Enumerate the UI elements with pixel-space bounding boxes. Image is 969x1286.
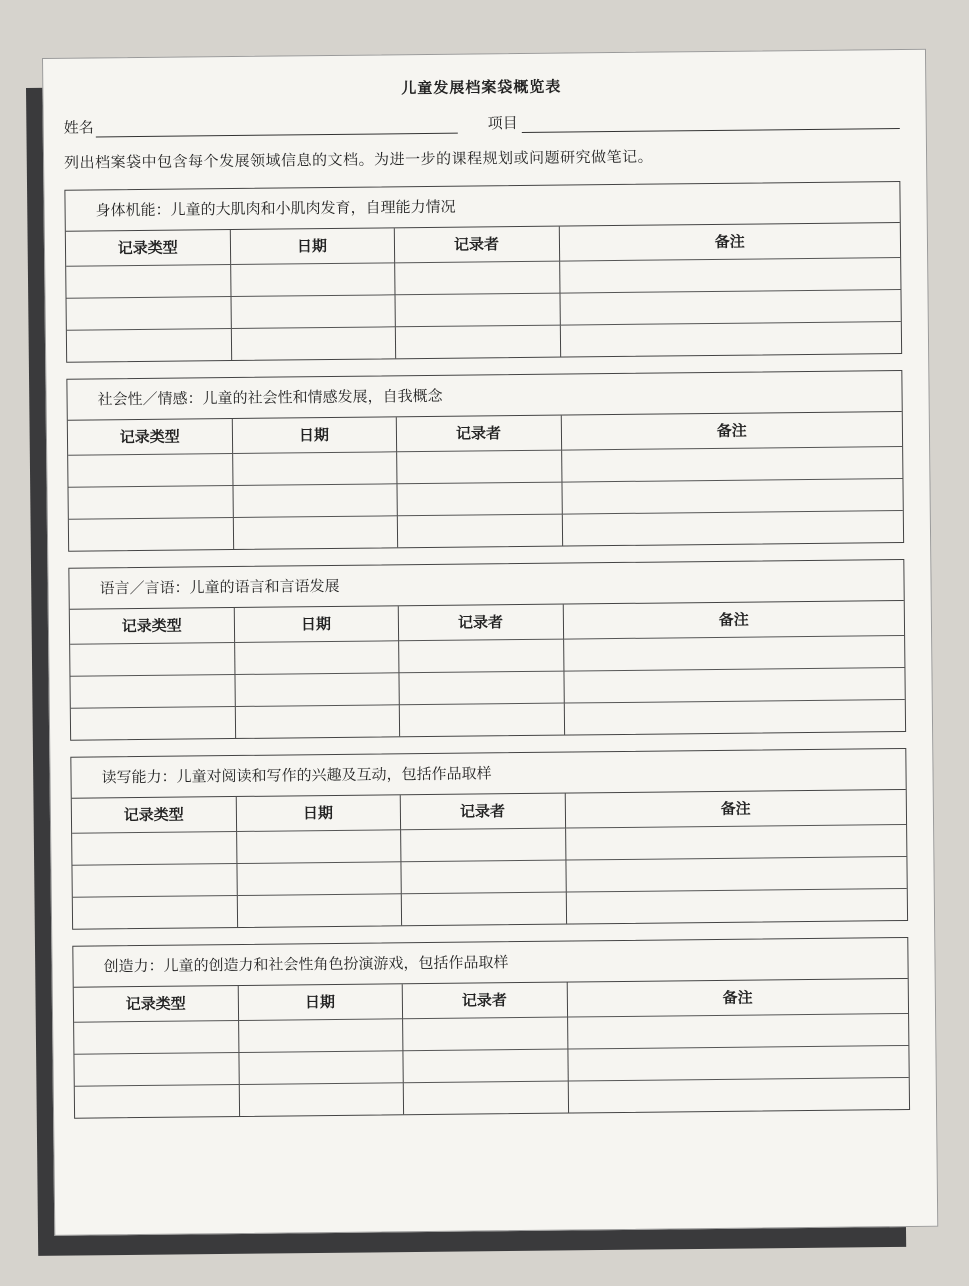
section-title: 读写能力：儿童对阅读和写作的兴趣及互动，包括作品取样 <box>71 749 905 799</box>
cell-date[interactable] <box>232 483 396 517</box>
cell-recorder[interactable] <box>396 482 561 516</box>
cell-record-type[interactable] <box>72 863 236 897</box>
cell-date[interactable] <box>234 672 398 706</box>
cell-notes[interactable] <box>565 856 906 892</box>
info-row <box>64 103 900 138</box>
cell-record-type[interactable] <box>69 517 233 551</box>
record-table <box>70 601 905 740</box>
cell-date[interactable] <box>239 1082 403 1116</box>
cell-notes[interactable] <box>564 699 905 735</box>
cell-notes[interactable] <box>561 446 902 482</box>
header-record-type: 记录类型 <box>70 608 234 644</box>
cell-record-type[interactable] <box>75 1084 239 1118</box>
cell-record-type[interactable] <box>70 642 234 676</box>
cell-recorder[interactable] <box>394 261 559 295</box>
project-label: 项目 <box>487 114 518 133</box>
cell-date[interactable] <box>236 829 400 863</box>
cell-record-type[interactable] <box>74 1052 238 1086</box>
record-table <box>72 790 907 929</box>
section-title: 社会性／情感：儿童的社会性和情感发展，自我概念 <box>67 371 901 421</box>
header-record-type: 记录类型 <box>72 797 236 833</box>
cell-date[interactable] <box>234 640 398 674</box>
project-field[interactable] <box>522 112 900 133</box>
cell-notes[interactable] <box>561 478 902 514</box>
section-language <box>68 559 906 741</box>
cell-record-type[interactable] <box>70 674 234 708</box>
cell-date[interactable] <box>237 893 401 927</box>
header-date: 日期 <box>230 228 394 264</box>
header-notes: 备注 <box>559 223 900 261</box>
cell-notes[interactable] <box>566 888 907 924</box>
cell-notes[interactable] <box>559 289 900 325</box>
cell-recorder[interactable] <box>400 860 565 894</box>
cell-recorder[interactable] <box>399 703 564 737</box>
cell-record-type[interactable] <box>68 453 232 487</box>
cell-recorder[interactable] <box>402 1017 567 1051</box>
cell-notes[interactable] <box>559 257 900 293</box>
cell-recorder[interactable] <box>397 514 562 548</box>
cell-date[interactable] <box>230 262 394 296</box>
cell-record-type[interactable] <box>67 328 231 362</box>
header-record-type: 记录类型 <box>74 986 238 1022</box>
header-notes: 备注 <box>565 790 906 828</box>
section-social-emotional <box>66 370 904 552</box>
instructions-text: 列出档案袋中包含每个发展领域信息的文档。为进一步的课程规划或问题研究做笔记。 <box>64 147 654 172</box>
cell-notes[interactable] <box>568 1077 909 1113</box>
form-sheet <box>42 49 938 1236</box>
cell-record-type[interactable] <box>71 706 235 740</box>
header-recorder: 记录者 <box>396 416 561 452</box>
name-field[interactable] <box>96 117 458 138</box>
cell-record-type[interactable] <box>74 1020 238 1054</box>
header-notes: 备注 <box>567 979 908 1017</box>
record-table <box>68 412 903 551</box>
header-recorder: 记录者 <box>402 983 567 1019</box>
cell-recorder[interactable] <box>402 1049 567 1083</box>
cell-recorder[interactable] <box>395 325 560 359</box>
cell-recorder[interactable] <box>396 450 561 484</box>
cell-notes[interactable] <box>562 510 903 546</box>
header-notes: 备注 <box>561 412 902 450</box>
section-title: 语言／言语：儿童的语言和言语发展 <box>69 560 903 610</box>
cell-record-type[interactable] <box>73 895 237 929</box>
record-table <box>66 223 901 362</box>
cell-recorder[interactable] <box>403 1081 568 1115</box>
header-date: 日期 <box>238 984 402 1020</box>
section-title: 身体机能：儿童的大肌肉和小肌肉发育，自理能力情况 <box>65 182 899 232</box>
header-record-type: 记录类型 <box>66 230 230 266</box>
cell-record-type[interactable] <box>67 296 231 330</box>
cell-notes[interactable] <box>567 1045 908 1081</box>
record-table <box>74 979 909 1118</box>
header-record-type: 记录类型 <box>68 419 232 455</box>
cell-recorder[interactable] <box>400 828 565 862</box>
section-title: 创造力：儿童的创造力和社会性角色扮演游戏，包括作品取样 <box>73 938 907 988</box>
cell-recorder[interactable] <box>398 671 563 705</box>
cell-record-type[interactable] <box>72 831 236 865</box>
cell-recorder[interactable] <box>401 892 566 926</box>
cell-date[interactable] <box>238 1018 402 1052</box>
header-recorder: 记录者 <box>400 794 565 830</box>
cell-notes[interactable] <box>565 824 906 860</box>
cell-record-type[interactable] <box>68 485 232 519</box>
cell-date[interactable] <box>231 326 395 360</box>
section-physical <box>64 181 902 363</box>
cell-date[interactable] <box>231 294 395 328</box>
cell-date[interactable] <box>235 704 399 738</box>
cell-record-type[interactable] <box>66 264 230 298</box>
section-creativity <box>72 937 910 1119</box>
header-notes: 备注 <box>563 601 904 639</box>
header-recorder: 记录者 <box>394 227 559 263</box>
cell-date[interactable] <box>236 861 400 895</box>
cell-notes[interactable] <box>563 667 904 703</box>
cell-notes[interactable] <box>563 635 904 671</box>
cell-date[interactable] <box>232 451 396 485</box>
cell-date[interactable] <box>233 515 397 549</box>
cell-date[interactable] <box>238 1050 402 1084</box>
cell-recorder[interactable] <box>394 293 559 327</box>
cell-notes[interactable] <box>560 321 901 357</box>
header-date: 日期 <box>236 795 400 831</box>
name-label: 姓名 <box>63 118 94 137</box>
form-title: 儿童发展档案袋概览表 <box>401 77 562 98</box>
cell-recorder[interactable] <box>398 639 563 673</box>
header-date: 日期 <box>232 417 396 453</box>
cell-notes[interactable] <box>567 1013 908 1049</box>
header-date: 日期 <box>234 606 398 642</box>
section-literacy <box>70 748 908 930</box>
header-recorder: 记录者 <box>398 605 563 641</box>
